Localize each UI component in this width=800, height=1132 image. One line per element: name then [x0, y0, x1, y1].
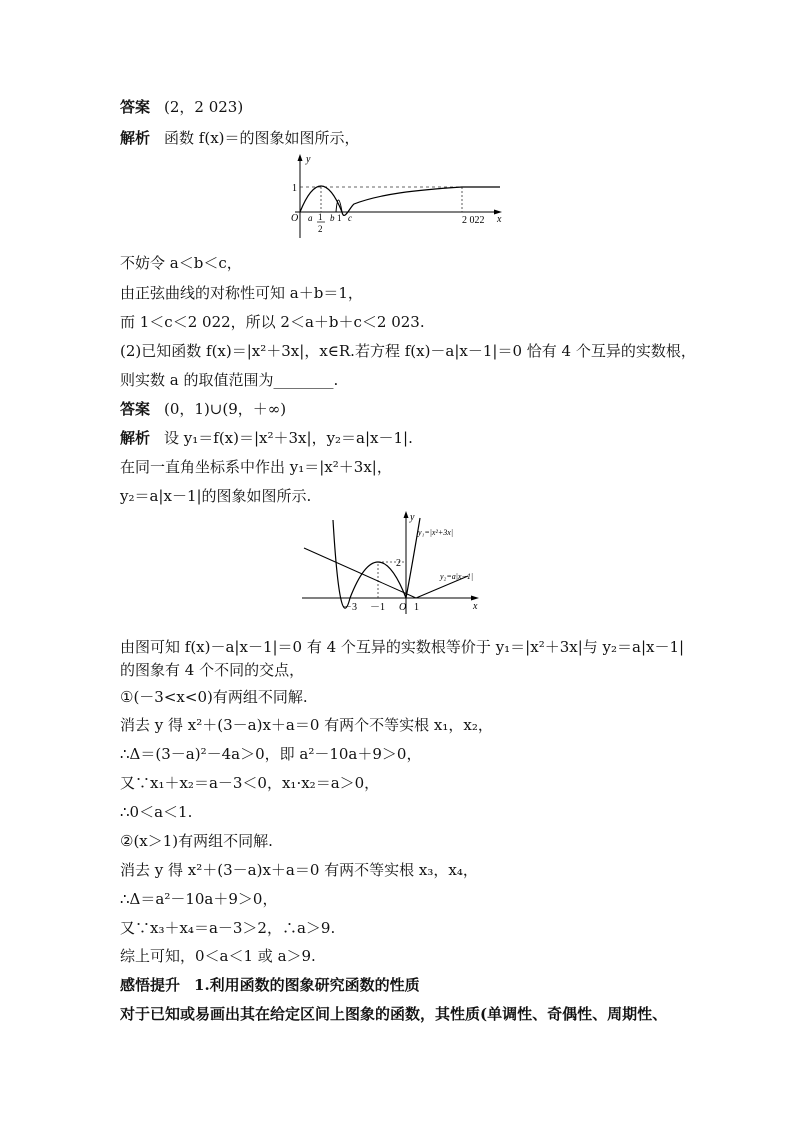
insight-line — [120, 975, 420, 995]
answer-text: (2，2 023) — [164, 98, 244, 116]
text-line: ∴Δ＝(3－a)²－4a＞0，即 a²－10a＋9＞0， — [120, 745, 422, 763]
fig2-one-label: 1 — [414, 602, 419, 613]
fig1-a-label: a — [308, 213, 313, 223]
text-line: 消去 y 得 x²＋(3－a)x＋a＝0 有两个不等实根 x₁，x₂， — [120, 716, 493, 734]
text-line: y₂＝a|x－1|的图象如图所示. — [120, 487, 312, 505]
text-line: 消去 y 得 x²＋(3－a)x＋a＝0 有两不等实根 x₃，x₄， — [120, 861, 478, 879]
fig2-y1-label: y₁=|x²+3x| — [418, 528, 454, 537]
text-line: ②(x＞1)有两组不同解. — [120, 832, 273, 850]
fig1-2022-label: 2 022 — [462, 215, 485, 226]
fig1-c-label: c — [348, 213, 352, 223]
text-line: ①(－3<x<0)有两组不同解. — [120, 688, 308, 706]
fig2-y-label: y — [410, 512, 415, 523]
fig1-half-num: 1 — [318, 212, 323, 222]
text-line: 的图象有 4 个不同的交点， — [120, 661, 305, 679]
figure-sine-graph — [290, 150, 520, 242]
fig2-y2-label: y₂=a|x−1| — [440, 572, 474, 581]
text-line: 又∵x₁＋x₂＝a－3＜0，x₁·x₂＝a＞0， — [120, 774, 380, 792]
answer-line-1 — [120, 97, 243, 117]
fig2-x-label: x — [473, 601, 478, 612]
analysis-label: 解析 — [120, 129, 151, 147]
analysis-line-1 — [120, 128, 360, 148]
fig1-half-den: 2 — [318, 224, 323, 234]
text-line: 在同一直角坐标系中作出 y₁＝|x²＋3x|， — [120, 458, 392, 476]
answer-line-2 — [120, 399, 286, 419]
problem-line: 则实数 a 的取值范围为________. — [120, 371, 339, 389]
fig1-x-label: x — [497, 214, 502, 225]
fig1-one-label: 1 — [292, 183, 297, 194]
text-line: 又∵x₃＋x₄＝a－3＞2，∴a＞9. — [120, 919, 336, 937]
answer-label: 答案 — [120, 400, 151, 418]
insight-text: 1.利用函数的图象研究函数的性质 — [194, 976, 420, 994]
problem-line: (2)已知函数 f(x)＝|x²＋3x|，x∈R.若方程 f(x)－a|x－1|＝0 恰有 4 个互异的实数根， — [120, 342, 696, 360]
answer-label: 答案 — [120, 98, 151, 116]
fig1-origin-label: O — [291, 213, 299, 224]
analysis-text: 设 y₁＝f(x)＝|x²＋3x|，y₂＝a|x－1|. — [164, 429, 413, 447]
text-line: 而 1＜c＜2 022，所以 2＜a＋b＋c＜2 023. — [120, 313, 425, 331]
fig2-m3-label: －3 — [342, 602, 357, 613]
insight-label: 感悟提升 — [120, 976, 181, 994]
figure-abs-graph — [300, 508, 490, 618]
text-line: 对于已知或易画出其在给定区间上图象的函数，其性质(单调性、奇偶性、周期性、 — [120, 1005, 668, 1023]
answer-text: (0，1)∪(9，＋∞) — [164, 400, 287, 418]
text-line: ∴0＜a＜1. — [120, 803, 193, 821]
fig1-b-label: b — [330, 213, 335, 223]
analysis-label: 解析 — [120, 429, 151, 447]
fig1-one-x-label: 1 — [337, 213, 342, 223]
fig2-origin-label: O — [399, 602, 407, 613]
text-line: 由图可知 f(x)－a|x－1|＝0 有 4 个互异的实数根等价于 y₁＝|x²＋3x|与 y₂＝a|x－1| — [120, 638, 685, 656]
analysis-line-2 — [120, 428, 413, 448]
fig2-two-label: 2 — [396, 558, 401, 569]
fig1-y-label: y — [306, 154, 311, 165]
text-line: ∴Δ＝a²－10a＋9＞0， — [120, 890, 278, 908]
text-line: 综上可知，0＜a＜1 或 a＞9. — [120, 947, 316, 965]
analysis-text: 函数 f(x)＝的图象如图所示， — [164, 129, 360, 147]
fig2-m1-label: －1 — [370, 602, 385, 613]
text-line: 由正弦曲线的对称性可知 a＋b＝1， — [120, 284, 363, 302]
text-line: 不妨令 a＜b＜c， — [120, 254, 242, 272]
